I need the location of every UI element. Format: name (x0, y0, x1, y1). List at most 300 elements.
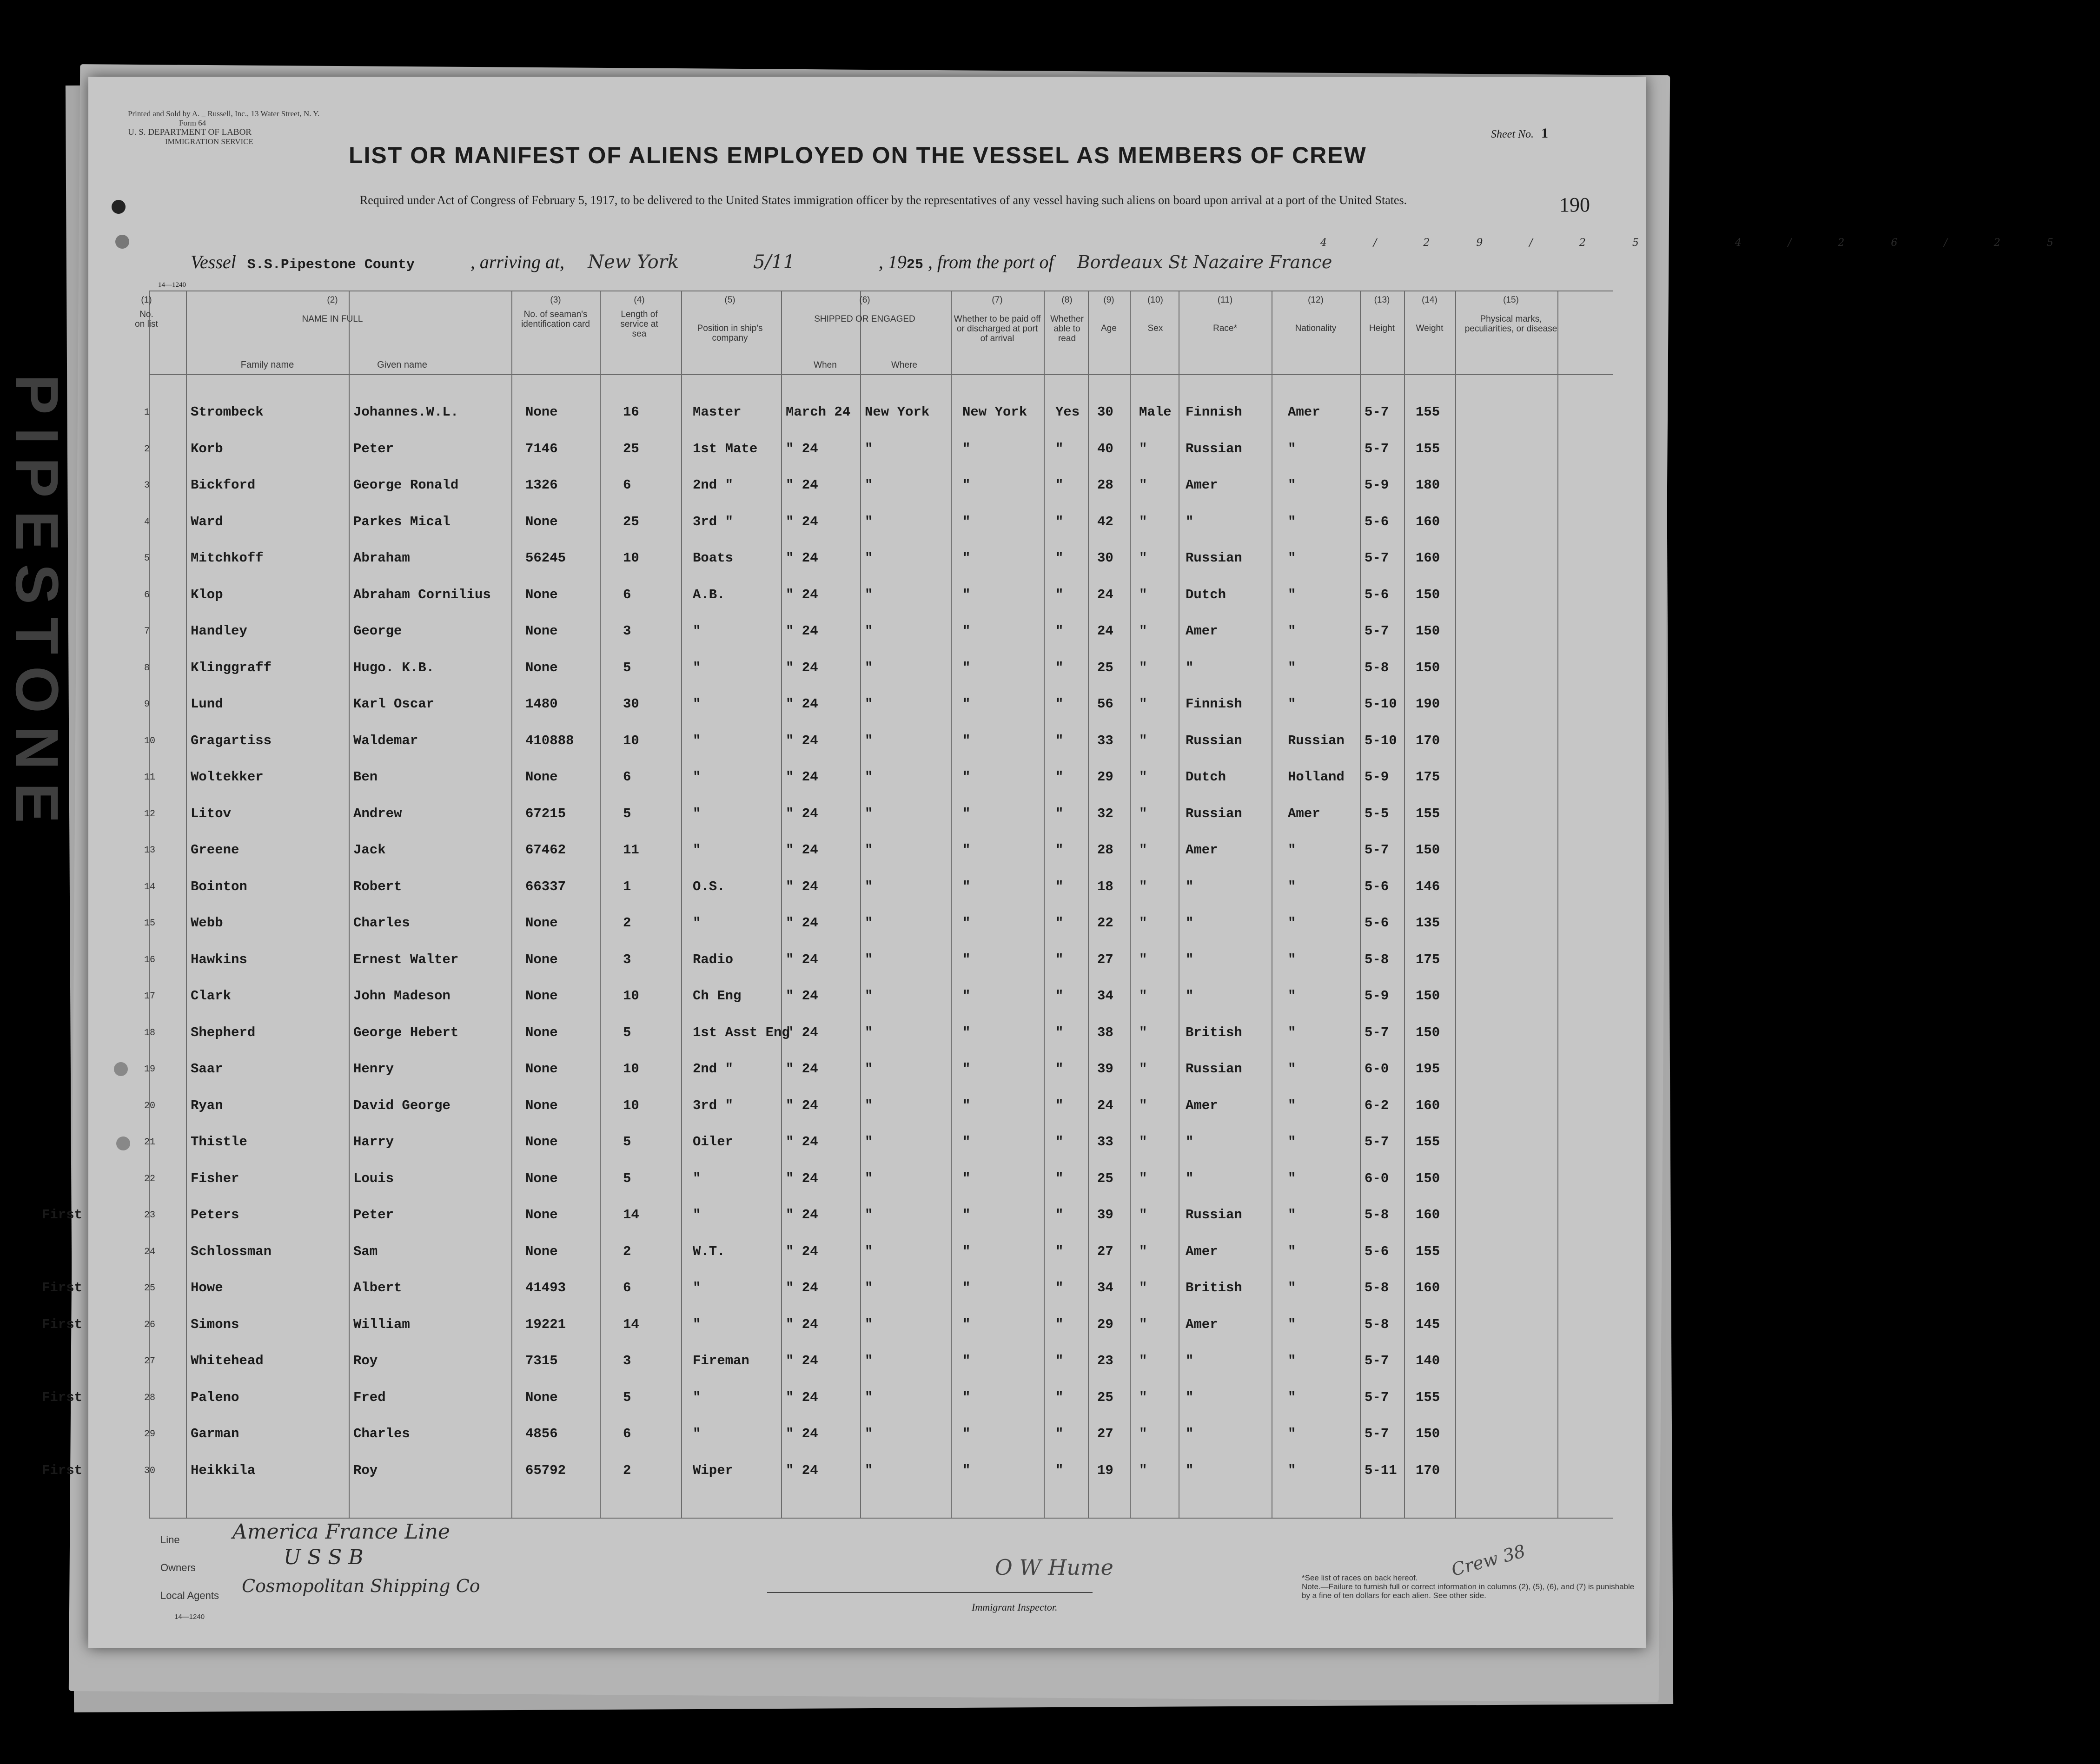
paid-off-port: " (962, 1061, 971, 1077)
race: " (1186, 660, 1194, 675)
header-where: Where (891, 360, 917, 370)
service-length: 1 (623, 879, 631, 894)
row-number: 22 (144, 1173, 156, 1184)
race: Dutch (1186, 587, 1226, 602)
position: " (693, 1316, 701, 1332)
weight: 150 (1416, 623, 1440, 639)
age: 27 (1097, 951, 1113, 967)
able-to-read: " (1055, 1061, 1064, 1077)
position: Boats (693, 550, 734, 566)
family-name: Lund (191, 696, 223, 712)
family-name: Bickford (191, 477, 256, 493)
sex: " (1139, 660, 1147, 675)
service-length: 10 (623, 733, 639, 748)
sex: " (1139, 879, 1147, 894)
given-name: Abraham Cornilius (353, 587, 491, 602)
crew-note: Crew 38 (1449, 1540, 1528, 1580)
weight: 155 (1416, 441, 1440, 456)
shipped-where: " (865, 769, 873, 785)
form-number: Form 64 (179, 119, 206, 127)
sex: " (1139, 1389, 1147, 1405)
nationality: " (1288, 988, 1296, 1004)
shipped-where: " (865, 1280, 873, 1295)
service-length: 5 (623, 660, 631, 675)
shipped-where: New York (865, 404, 930, 420)
id-card: None (525, 1061, 558, 1077)
row-number: 4 (144, 516, 150, 528)
nationality: " (1288, 915, 1296, 931)
race: " (1186, 1170, 1194, 1186)
id-card: 67215 (525, 806, 566, 821)
weight: 150 (1416, 842, 1440, 858)
race: " (1186, 988, 1194, 1004)
side-stamp: PIPESTONE (3, 374, 71, 836)
position: Fireman (693, 1353, 749, 1368)
age: 24 (1097, 587, 1113, 602)
shipped-when: " 24 (786, 1353, 818, 1368)
table-row (42, 1462, 1646, 1499)
position: O.S. (693, 879, 725, 894)
able-to-read: " (1055, 879, 1064, 894)
able-to-read: " (1055, 477, 1064, 493)
age: 34 (1097, 1280, 1113, 1295)
table-row (42, 1280, 1646, 1316)
table-row (88, 514, 1646, 550)
weight: 145 (1416, 1316, 1440, 1332)
height: 5-7 (1365, 1389, 1389, 1405)
id-card: None (525, 951, 558, 967)
family-name: Paleno (191, 1389, 239, 1405)
age: 19 (1097, 1462, 1113, 1478)
row-number: 6 (144, 589, 150, 601)
nationality: " (1288, 1316, 1296, 1332)
sex: " (1139, 733, 1147, 748)
family-name: Fisher (191, 1170, 239, 1186)
sex: " (1139, 806, 1147, 821)
weight: 160 (1416, 1207, 1440, 1222)
table-row (42, 1389, 1646, 1426)
sex: " (1139, 477, 1147, 493)
paid-off-port: " (962, 1170, 971, 1186)
height: 5-7 (1365, 441, 1389, 456)
row-number: 1 (144, 407, 150, 418)
sex: " (1139, 1097, 1147, 1113)
height: 5-9 (1365, 769, 1389, 785)
position: 3rd " (693, 514, 734, 529)
row-number: 5 (144, 553, 150, 564)
family-name: Garman (191, 1426, 239, 1441)
height: 5-8 (1365, 951, 1389, 967)
paid-off-port: " (962, 660, 971, 675)
nationality: " (1288, 879, 1296, 894)
nationality: " (1288, 514, 1296, 529)
row-number: 27 (144, 1356, 156, 1367)
shipped-where: " (865, 842, 873, 858)
shipped-where: " (865, 550, 873, 566)
given-name: Johannes.W.L. (353, 404, 459, 420)
paid-off-port: " (962, 733, 971, 748)
sex: " (1139, 1316, 1147, 1332)
nationality: Holland (1288, 769, 1345, 785)
arrival-date: 5/11 (753, 251, 795, 273)
given-name: Parkes Mical (353, 514, 450, 529)
shipped-when: " 24 (786, 951, 818, 967)
sex: " (1139, 514, 1147, 529)
age: 32 (1097, 806, 1113, 821)
shipped-where: " (865, 1061, 873, 1077)
id-card: None (525, 1389, 558, 1405)
able-to-read: Yes (1055, 404, 1080, 420)
shipped-when: " 24 (786, 1061, 818, 1077)
shipped-where: " (865, 915, 873, 931)
race: " (1186, 1389, 1194, 1405)
id-card: None (525, 1134, 558, 1150)
row-number: 17 (144, 991, 156, 1002)
shipped-when: " 24 (786, 842, 818, 858)
row-number: 15 (144, 918, 156, 929)
shipped-where: " (865, 1243, 873, 1259)
weight: 150 (1416, 1024, 1440, 1040)
able-to-read: " (1055, 1207, 1064, 1222)
inspector-signature: O W Hume (995, 1555, 1113, 1580)
age: 25 (1097, 1389, 1113, 1405)
family-name: Mitchkoff (191, 550, 264, 566)
able-to-read: " (1055, 441, 1064, 456)
form-code-bottom: 14—1240 (174, 1613, 205, 1621)
shipped-where: " (865, 1462, 873, 1478)
shipped-when: " 24 (786, 477, 818, 493)
family-name: Gragartiss (191, 733, 272, 748)
sex: Male (1139, 404, 1172, 420)
sex: " (1139, 550, 1147, 566)
able-to-read: " (1055, 806, 1064, 821)
shipped-when: " 24 (786, 441, 818, 456)
id-card: None (525, 1243, 558, 1259)
id-card: 4856 (525, 1426, 558, 1441)
line-value: America France Line (232, 1520, 450, 1544)
family-name: Howe (191, 1280, 223, 1295)
table-row (88, 660, 1646, 696)
header-sex: (10) Sex (1147, 295, 1163, 333)
weight: 150 (1416, 1426, 1440, 1441)
row-number: 30 (144, 1465, 156, 1476)
race: Dutch (1186, 769, 1226, 785)
age: 56 (1097, 696, 1113, 712)
nationality: " (1288, 1243, 1296, 1259)
nationality: " (1288, 660, 1296, 675)
height: 5-7 (1365, 1134, 1389, 1150)
service-length: 10 (623, 550, 639, 566)
table-row (88, 1025, 1646, 1061)
id-card: None (525, 1024, 558, 1040)
height: 5-7 (1365, 550, 1389, 566)
given-name: Peter (353, 441, 394, 456)
position: W.T. (693, 1243, 725, 1259)
age: 22 (1097, 915, 1113, 931)
table-row (88, 879, 1646, 915)
family-name: Woltekker (191, 769, 264, 785)
nationality: " (1288, 842, 1296, 858)
service-length: 16 (623, 404, 639, 420)
family-name: Bointon (191, 879, 247, 894)
race: Amer (1186, 842, 1218, 858)
family-name: Strombeck (191, 404, 264, 420)
row-number: 23 (144, 1210, 156, 1221)
able-to-read: " (1055, 1280, 1064, 1295)
height: 5-8 (1365, 1280, 1389, 1295)
table-row (88, 1098, 1646, 1134)
requirement-text: Required under Act of Congress of February 5, 1917, to be delivered to the United States immigration officer by the representatives of any vessel having such aliens on board upon arrival at a port of the United States. (359, 193, 1407, 207)
race: Russian (1186, 441, 1242, 456)
department-name: U. S. DEPARTMENT OF LABOR (128, 127, 252, 137)
weight: 160 (1416, 550, 1440, 566)
nationality: " (1288, 1097, 1296, 1113)
row-number: 28 (144, 1392, 156, 1403)
position: " (693, 769, 701, 785)
height: 6-0 (1365, 1061, 1389, 1077)
height: 5-7 (1365, 404, 1389, 420)
paid-off-port: " (962, 1426, 971, 1441)
able-to-read: " (1055, 1316, 1064, 1332)
table-row (88, 988, 1646, 1024)
race: " (1186, 1134, 1194, 1150)
table-row (88, 842, 1646, 879)
row-number: 18 (144, 1027, 156, 1038)
position: " (693, 623, 701, 639)
height: 5-7 (1365, 623, 1389, 639)
vessel-label: Vessel (191, 251, 236, 272)
year-prefix: , 19 (878, 251, 907, 272)
able-to-read: " (1055, 842, 1064, 858)
race: " (1186, 1426, 1194, 1441)
family-name: Clark (191, 988, 232, 1004)
height: 5-6 (1365, 514, 1389, 529)
agents-label: Local Agents (160, 1590, 219, 1601)
height: 5-10 (1365, 696, 1397, 712)
departure-port: Bordeaux St Nazaire France (1077, 252, 1332, 272)
weight: 160 (1416, 1097, 1440, 1113)
shipped-when: " 24 (786, 1462, 818, 1478)
family-name: Litov (191, 806, 232, 821)
id-card: 65792 (525, 1462, 566, 1478)
shipped-when: " 24 (786, 1280, 818, 1295)
position: " (693, 733, 701, 748)
owners-value: U S S B (284, 1546, 364, 1569)
table-row (88, 1426, 1646, 1462)
shipped-when: March 24 (786, 404, 851, 420)
height: 5-8 (1365, 1316, 1389, 1332)
shipped-where: " (865, 1024, 873, 1040)
paid-off-port: " (962, 1316, 971, 1332)
id-card: 41493 (525, 1280, 566, 1295)
nationality: " (1288, 441, 1296, 456)
nationality: " (1288, 1024, 1296, 1040)
position: " (693, 1170, 701, 1186)
header-no: (1) No. on list (135, 295, 158, 329)
given-name: Ben (353, 769, 378, 785)
shipped-where: " (865, 1353, 873, 1368)
table-row (88, 1061, 1646, 1097)
given-name: John Madeson (353, 988, 450, 1004)
given-name: Roy (353, 1462, 378, 1478)
sheet-number (1491, 126, 1548, 141)
race: " (1186, 1462, 1194, 1478)
paid-off-port: " (962, 1097, 971, 1113)
weight: 140 (1416, 1353, 1440, 1368)
age: 39 (1097, 1061, 1113, 1077)
race-note: *See list of races on back hereof. (1302, 1573, 1418, 1582)
id-card: 56245 (525, 550, 566, 566)
weight: 155 (1416, 806, 1440, 821)
header-weight: (14) Weight (1416, 295, 1444, 333)
row-number: 12 (144, 808, 156, 819)
header-id-card: (3) No. of seaman's identification card (521, 295, 590, 329)
paid-off-port: " (962, 879, 971, 894)
paid-off-port: " (962, 514, 971, 529)
shipped-when: " 24 (786, 879, 818, 894)
service-length: 5 (623, 806, 631, 821)
able-to-read: " (1055, 1097, 1064, 1113)
id-card: None (525, 623, 558, 639)
manifest-sheet (3, 77, 2100, 1648)
nationality: " (1288, 550, 1296, 566)
sex: " (1139, 1462, 1147, 1478)
family-name: Heikkila (191, 1462, 256, 1478)
shipped-when: " 24 (786, 660, 818, 675)
age: 33 (1097, 733, 1113, 748)
table-row (88, 404, 1646, 441)
nationality: " (1288, 1389, 1296, 1405)
id-card: 1326 (525, 477, 558, 493)
age: 27 (1097, 1243, 1113, 1259)
weight: 150 (1416, 1170, 1440, 1186)
age: 29 (1097, 769, 1113, 785)
shipped-when: " 24 (786, 806, 818, 821)
given-name: William (353, 1316, 410, 1332)
given-name: Jack (353, 842, 386, 858)
height: 6-2 (1365, 1097, 1389, 1113)
weight: 175 (1416, 769, 1440, 785)
age: 33 (1097, 1134, 1113, 1150)
shipped-when: " 24 (786, 1316, 818, 1332)
nationality: Amer (1288, 806, 1320, 821)
sex: " (1139, 623, 1147, 639)
service-length: 14 (623, 1207, 639, 1222)
age: 29 (1097, 1316, 1113, 1332)
able-to-read: " (1055, 1389, 1064, 1405)
stamp-number: 190 (1559, 193, 1590, 216)
position: " (693, 842, 701, 858)
service-length: 25 (623, 441, 639, 456)
given-name: Andrew (353, 806, 402, 821)
weight: 146 (1416, 879, 1440, 894)
service-length: 25 (623, 514, 639, 529)
height: 5-6 (1365, 1243, 1389, 1259)
table-row (88, 1171, 1646, 1207)
service-length: 6 (623, 587, 631, 602)
row-number: 16 (144, 954, 156, 965)
position: " (693, 806, 701, 821)
paid-off-port: " (962, 1353, 971, 1368)
voyage-line (191, 251, 1332, 273)
line-label: Line (160, 1534, 180, 1546)
row-number: 7 (144, 626, 150, 637)
family-name: Webb (191, 915, 223, 931)
id-card: 7146 (525, 441, 558, 456)
shipped-when: " 24 (786, 733, 818, 748)
row-number: 8 (144, 662, 150, 674)
paid-off-port: " (962, 696, 971, 712)
service-length: 11 (623, 842, 639, 858)
race: " (1186, 915, 1194, 931)
shipped-when: " 24 (786, 696, 818, 712)
height: 5-6 (1365, 915, 1389, 931)
able-to-read: " (1055, 623, 1064, 639)
row-number: 3 (144, 480, 150, 491)
able-to-read: " (1055, 1024, 1064, 1040)
shipped-when: " 24 (786, 1389, 818, 1405)
height: 5-7 (1365, 842, 1389, 858)
sex: " (1139, 1061, 1147, 1077)
row-number: 13 (144, 845, 156, 856)
able-to-read: " (1055, 769, 1064, 785)
row-note: First (42, 1207, 83, 1222)
race: " (1186, 951, 1194, 967)
id-card: None (525, 1207, 558, 1222)
service-length: 14 (623, 1316, 639, 1332)
able-to-read: " (1055, 915, 1064, 931)
race: Russian (1186, 550, 1242, 566)
height: 5-8 (1365, 1207, 1389, 1222)
shipped-where: " (865, 1389, 873, 1405)
family-name: Hawkins (191, 951, 247, 967)
weight: 195 (1416, 1061, 1440, 1077)
table-row (88, 806, 1646, 842)
shipped-where: " (865, 514, 873, 529)
age: 25 (1097, 660, 1113, 675)
position: " (693, 1207, 701, 1222)
printer-line: Printed and Sold by A. _ Russell, Inc., 13 Water Street, N. Y. (128, 109, 320, 118)
position: 1st Mate (693, 441, 758, 456)
header-race: (11) Race* (1213, 295, 1237, 333)
position: Wiper (693, 1462, 734, 1478)
sex: " (1139, 1207, 1147, 1222)
service-length: 5 (623, 1389, 631, 1405)
id-card: 67462 (525, 842, 566, 858)
nationality: " (1288, 623, 1296, 639)
age: 30 (1097, 550, 1113, 566)
id-card: None (525, 988, 558, 1004)
given-name: Hugo. K.B. (353, 660, 435, 675)
age: 27 (1097, 1426, 1113, 1441)
position: " (693, 660, 701, 675)
nationality: " (1288, 477, 1296, 493)
given-name: George (353, 623, 402, 639)
paid-off-port: " (962, 988, 971, 1004)
shipped-where: " (865, 806, 873, 821)
vessel-name: S.S.Pipestone County (247, 257, 415, 273)
nationality: " (1288, 1462, 1296, 1478)
form-code-top: 14—1240 (158, 281, 186, 289)
paid-off-port: " (962, 1134, 971, 1150)
page-title: LIST OR MANIFEST OF ALIENS EMPLOYED ON THE VESSEL AS MEMBERS OF CREW (349, 142, 1367, 168)
race: " (1186, 1353, 1194, 1368)
age: 42 (1097, 514, 1113, 529)
nationality: " (1288, 1280, 1296, 1295)
weight: 190 (1416, 696, 1440, 712)
family-name: Klop (191, 587, 223, 602)
service-length: 30 (623, 696, 639, 712)
